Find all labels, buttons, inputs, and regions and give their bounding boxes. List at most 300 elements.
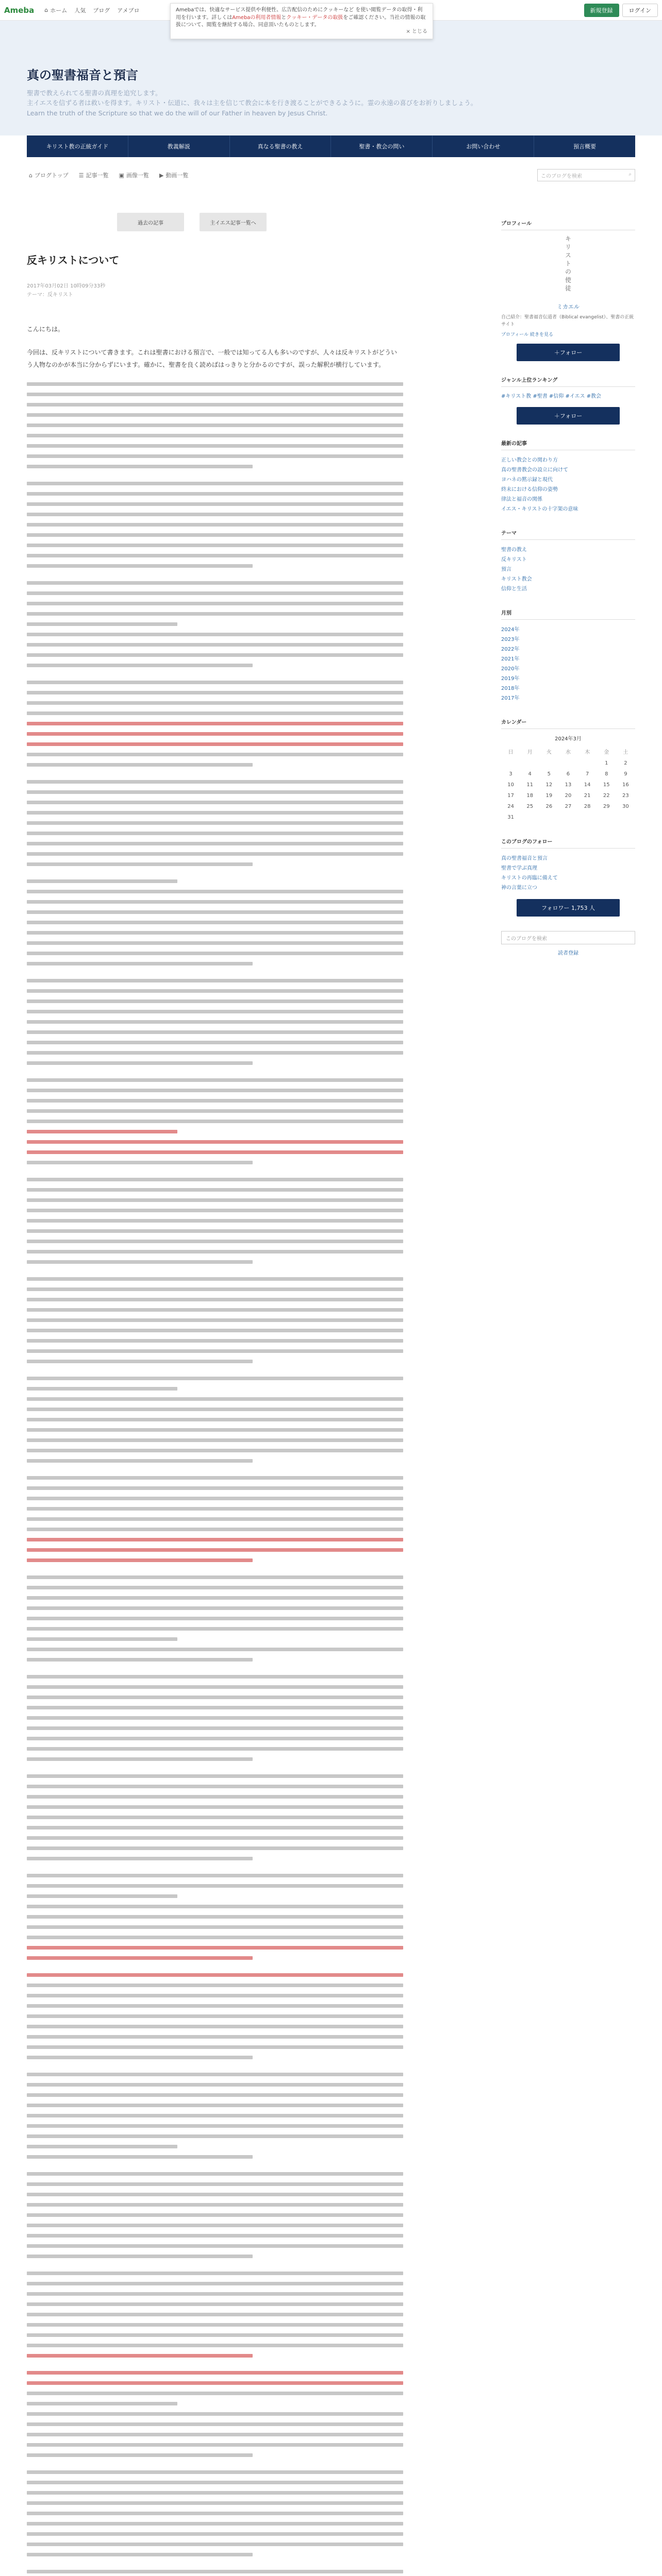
text-line bbox=[27, 1277, 403, 1281]
archive-list bbox=[501, 625, 635, 703]
calendar-day[interactable]: 2 bbox=[624, 760, 627, 766]
text-line bbox=[27, 2433, 403, 2436]
text-line bbox=[27, 1905, 403, 1908]
text-line bbox=[27, 602, 403, 605]
calendar-weekday: 火 bbox=[546, 749, 552, 755]
text-line bbox=[27, 2224, 403, 2227]
list-item[interactable]: 2020年 bbox=[501, 666, 520, 672]
text-line bbox=[27, 2354, 253, 2358]
text-line bbox=[27, 2272, 403, 2275]
text-line bbox=[27, 1575, 403, 1579]
text-line bbox=[27, 1606, 403, 1610]
prev-entry-button[interactable]: 過去の記事 bbox=[117, 213, 184, 231]
calendar-day bbox=[558, 758, 577, 769]
text-line bbox=[27, 1617, 403, 1620]
text-line bbox=[27, 2155, 253, 2159]
text-line bbox=[27, 1936, 403, 1939]
profile-more-link[interactable]: プロフィール 続きを見る bbox=[501, 332, 553, 337]
calendar-day[interactable]: 31 bbox=[507, 814, 514, 820]
gnav-item-contact[interactable]: お問い合わせ bbox=[433, 135, 534, 157]
text-line bbox=[27, 1130, 177, 1133]
text-line bbox=[27, 1150, 403, 1154]
list-item[interactable]: 反キリスト bbox=[501, 556, 527, 563]
list-item[interactable]: 2023年 bbox=[501, 636, 520, 642]
text-line bbox=[27, 2193, 403, 2196]
calendar-weekday: 月 bbox=[527, 749, 533, 755]
sidebar bbox=[501, 183, 635, 2576]
following-list bbox=[501, 854, 635, 893]
text-line bbox=[27, 1349, 403, 1353]
text-line bbox=[27, 1805, 403, 1809]
text-line bbox=[27, 1387, 177, 1391]
following-title: このブログのフォロー bbox=[501, 837, 635, 849]
text-line bbox=[27, 2443, 403, 2447]
list-item[interactable]: 2018年 bbox=[501, 685, 520, 691]
article-date: 2017年03月02日 10時09分33秒 bbox=[27, 283, 106, 289]
list-item[interactable]: キリスト教会 bbox=[501, 576, 532, 582]
text-line bbox=[27, 2501, 403, 2505]
list-item[interactable]: 信仰と生活 bbox=[501, 586, 527, 592]
list-item[interactable]: 2024年 bbox=[501, 626, 520, 633]
text-line bbox=[27, 701, 403, 705]
article-body bbox=[27, 324, 403, 2576]
calendar-day bbox=[578, 812, 597, 823]
calendar-day bbox=[616, 812, 635, 823]
blog-description: 聖書で教えられてる聖書の真理を追究します。 主イエスを信ずる者は救いを得ます。キリスト・伝道に、我々は主を信じて教会に本を行き渡ることができるように。霊の永遠の喜びをお祈りしましょう。 Learn the truth of the Scripture so that we do the will of our Father in heaven by Jesus Christ. bbox=[27, 89, 477, 117]
text-line bbox=[27, 2381, 403, 2385]
calendar-day[interactable]: 14 bbox=[584, 782, 591, 788]
text-line bbox=[27, 1726, 403, 1730]
latest-widget bbox=[501, 439, 635, 514]
list-item[interactable]: 預言 bbox=[501, 566, 511, 572]
calendar-title: カレンダー bbox=[501, 718, 635, 729]
text-line bbox=[27, 681, 403, 684]
text-line bbox=[27, 1030, 403, 1034]
text-line bbox=[27, 1287, 403, 1291]
text-line bbox=[27, 1558, 253, 1562]
follower-count-button[interactable]: フォロワー 1,753 人 bbox=[517, 899, 620, 917]
calendar-day[interactable]: 4 bbox=[528, 771, 532, 777]
text-line bbox=[27, 2014, 403, 2018]
calendar-day[interactable]: 27 bbox=[565, 803, 572, 809]
list-item[interactable]: 2019年 bbox=[501, 675, 520, 682]
text-line bbox=[27, 2392, 403, 2395]
subnav-video-list[interactable]: ▶ 動画一覧 bbox=[159, 172, 189, 179]
calendar-day[interactable]: 12 bbox=[545, 782, 553, 788]
text-line bbox=[27, 2234, 403, 2238]
text-line bbox=[27, 931, 403, 935]
text-line bbox=[27, 643, 403, 647]
text-line bbox=[27, 1826, 403, 1829]
text-line bbox=[27, 2402, 177, 2405]
text-line bbox=[27, 1051, 403, 1055]
calendar-day[interactable]: 3 bbox=[509, 771, 512, 777]
list-item[interactable]: 神の言葉に立つ bbox=[501, 885, 537, 891]
gnav-item-prophecy[interactable]: 預言概要 bbox=[573, 143, 597, 150]
ranking-title: ジャンル上位ランキング bbox=[501, 376, 635, 387]
text-line bbox=[27, 2323, 403, 2327]
blog-title[interactable]: 真の聖書福音と預言 bbox=[27, 67, 138, 82]
list-item[interactable]: キリストの再臨に備えて bbox=[501, 875, 558, 881]
archive-title: 月別 bbox=[501, 608, 635, 620]
home-icon: ⌂ bbox=[29, 172, 32, 179]
calendar-day[interactable]: 25 bbox=[526, 803, 534, 809]
profile-image[interactable]: キリストの使徒 bbox=[564, 235, 572, 293]
profile-text: 自己紹介：聖書福音伝道者（Biblical evangelist）、聖書の正統サイト bbox=[501, 315, 634, 328]
text-line bbox=[27, 1240, 403, 1243]
text-line bbox=[27, 1250, 403, 1253]
text-line bbox=[27, 862, 253, 866]
subnav-image-list[interactable]: ▣ 画像一覧 bbox=[119, 172, 149, 179]
text-line bbox=[27, 564, 253, 568]
top-nav-popular[interactable]: 人気 bbox=[74, 7, 86, 14]
follow-button[interactable]: ＋フォロー bbox=[517, 344, 620, 361]
list-item[interactable]: 聖書の教え bbox=[501, 547, 527, 553]
reader-register-link[interactable]: 読者登録 bbox=[558, 950, 578, 956]
text-line bbox=[27, 1178, 403, 1181]
calendar-day[interactable]: 20 bbox=[565, 792, 572, 799]
text-line bbox=[27, 1229, 403, 1233]
text-line bbox=[27, 1418, 403, 1421]
text-line bbox=[27, 1836, 403, 1840]
list-icon: ☰ bbox=[78, 172, 84, 179]
calendar-day[interactable]: 21 bbox=[584, 792, 591, 799]
list-item[interactable]: 2022年 bbox=[501, 646, 520, 652]
text-line bbox=[27, 1874, 403, 1877]
calendar-day[interactable]: 18 bbox=[526, 792, 534, 799]
calendar-day[interactable]: 6 bbox=[566, 771, 570, 777]
cookie-notice: Amebaでは、快適なサービス提供や利便性、広告配信のためにクッキーなど を使い閲覧データの取得・利用を行います。詳しくはAmebaの利用者情報とクッキー・データの取扱をご確認ください。当社の情報の取扱について、閲覧を継続する場合、同意頂いたものとします。 × とじる bbox=[170, 3, 433, 39]
text-line bbox=[27, 2244, 403, 2248]
text-line bbox=[27, 1846, 403, 1850]
text-line bbox=[27, 523, 403, 527]
latest-list bbox=[501, 455, 635, 514]
text-line bbox=[27, 1459, 253, 1463]
text-line bbox=[27, 413, 403, 417]
text-line bbox=[27, 1318, 403, 1322]
calendar-day[interactable]: 5 bbox=[547, 771, 551, 777]
text-line bbox=[27, 403, 403, 406]
gnav-item-teaching[interactable]: 真なる聖書の教え bbox=[230, 135, 332, 157]
text-line bbox=[27, 1816, 403, 1819]
list-item[interactable]: 正しい教会との関わり方 bbox=[501, 457, 558, 463]
calendar-weekday: 土 bbox=[623, 749, 628, 755]
list-item[interactable]: 2017年 bbox=[501, 695, 520, 701]
list-item[interactable]: 真の聖書福音と預言 bbox=[501, 855, 548, 861]
text-line bbox=[27, 821, 403, 825]
list-item[interactable]: 2021年 bbox=[501, 656, 520, 662]
text-line bbox=[27, 2422, 403, 2426]
text-line bbox=[27, 2313, 403, 2316]
blog-subnav bbox=[27, 167, 635, 183]
text-line bbox=[27, 1339, 403, 1343]
theme-list bbox=[501, 545, 635, 594]
ranking-widget bbox=[501, 376, 635, 425]
calendar-day[interactable]: 15 bbox=[603, 782, 610, 788]
content-wrap bbox=[27, 183, 635, 2576]
calendar-day[interactable]: 30 bbox=[622, 803, 629, 809]
text-line bbox=[27, 1161, 253, 1164]
notice-close-button[interactable]: × とじる bbox=[406, 28, 427, 35]
text-line bbox=[27, 832, 403, 835]
subnav-blog-top[interactable]: ⌂ ブログトップ bbox=[29, 172, 69, 179]
text-line bbox=[27, 1010, 403, 1013]
text-line bbox=[27, 533, 403, 537]
text-line bbox=[27, 780, 403, 784]
calendar-day[interactable]: 1 bbox=[605, 760, 608, 766]
text-line bbox=[27, 2470, 403, 2474]
register-button[interactable]: 新規登録 bbox=[584, 4, 619, 17]
text-line bbox=[27, 2255, 253, 2258]
list-item[interactable]: 真の聖書教会の設立に向けて bbox=[501, 467, 568, 473]
text-line bbox=[27, 1198, 403, 1202]
text-line bbox=[27, 1209, 403, 1212]
text-line bbox=[27, 1099, 403, 1103]
text-line bbox=[27, 753, 403, 756]
text-line bbox=[27, 454, 403, 458]
text-line bbox=[27, 1685, 403, 1689]
calendar-day[interactable]: 11 bbox=[526, 782, 534, 788]
calendar-day[interactable]: 28 bbox=[584, 803, 591, 809]
text-line bbox=[27, 2532, 403, 2536]
text-line bbox=[27, 941, 403, 945]
text-line bbox=[27, 1476, 403, 1480]
text-line bbox=[27, 2453, 253, 2457]
article-text-lines bbox=[27, 382, 403, 2576]
calendar-day[interactable]: 13 bbox=[565, 782, 572, 788]
top-nav-blog[interactable]: ブログ bbox=[93, 7, 110, 14]
following-widget bbox=[501, 837, 635, 917]
text-line bbox=[27, 2203, 403, 2207]
text-line bbox=[27, 612, 403, 616]
text-line bbox=[27, 1994, 403, 1997]
latest-title: 最新の記事 bbox=[501, 439, 635, 450]
text-line bbox=[27, 2491, 403, 2495]
gnav-item-doctrine[interactable]: 教義解説 bbox=[128, 135, 230, 157]
text-line bbox=[27, 1946, 403, 1950]
calendar-day[interactable]: 9 bbox=[624, 771, 627, 777]
calendar-day[interactable]: 7 bbox=[585, 771, 589, 777]
text-line bbox=[27, 1377, 403, 1380]
text-line bbox=[27, 900, 403, 904]
text-line bbox=[27, 423, 403, 427]
text-line bbox=[27, 1061, 253, 1065]
text-line bbox=[27, 2172, 403, 2176]
list-item[interactable]: 聖書で学ぶ真理 bbox=[501, 865, 537, 871]
text-line bbox=[27, 1973, 403, 1977]
text-line bbox=[27, 2145, 177, 2148]
text-line bbox=[27, 1716, 403, 1720]
article-nav-buttons bbox=[68, 213, 316, 231]
text-line bbox=[27, 2124, 403, 2128]
list-item[interactable]: イエス・キリストの十字架の意味 bbox=[501, 506, 578, 512]
text-line bbox=[27, 1219, 403, 1223]
text-line bbox=[27, 1747, 403, 1751]
text-line bbox=[27, 502, 403, 506]
text-line bbox=[27, 1925, 403, 1929]
list-item[interactable]: 終末における信仰の姿勢 bbox=[501, 486, 558, 493]
text-line bbox=[27, 492, 403, 496]
text-line bbox=[27, 2182, 403, 2186]
text-line bbox=[27, 2083, 403, 2087]
text-line bbox=[27, 2512, 403, 2515]
text-line bbox=[27, 1329, 403, 1332]
gnav-item-questions[interactable]: 聖書・教会の問い bbox=[331, 135, 433, 157]
text-line bbox=[27, 1120, 403, 1123]
calendar-day[interactable]: 26 bbox=[545, 803, 553, 809]
follow-button-2[interactable]: ＋フォロー bbox=[517, 407, 620, 425]
text-line bbox=[27, 921, 403, 924]
video-icon: ▶ bbox=[159, 172, 164, 179]
text-line bbox=[27, 1078, 403, 1082]
home-icon: ⌂ bbox=[44, 7, 48, 13]
calendar-day[interactable]: 23 bbox=[622, 792, 629, 799]
text-line bbox=[27, 1260, 253, 1264]
text-line bbox=[27, 1428, 403, 1432]
text-line bbox=[27, 444, 403, 448]
text-line bbox=[27, 2213, 403, 2217]
text-line bbox=[27, 1757, 253, 1761]
text-line bbox=[27, 1548, 403, 1552]
subnav-entry-list[interactable]: ☰ 記事一覧 bbox=[78, 172, 109, 179]
text-line bbox=[27, 513, 403, 516]
entry-list-button[interactable]: 主イエス記事一覧へ bbox=[200, 213, 267, 231]
text-line bbox=[27, 711, 403, 715]
text-line bbox=[27, 2333, 403, 2337]
login-button[interactable]: ログイン bbox=[622, 4, 658, 17]
text-line bbox=[27, 2056, 253, 2059]
text-line bbox=[27, 2282, 403, 2285]
text-line bbox=[27, 2093, 403, 2097]
text-line bbox=[27, 952, 403, 955]
ameba-logo[interactable]: Ameba bbox=[4, 5, 35, 15]
text-line bbox=[27, 1089, 403, 1092]
theme-title: テーマ bbox=[501, 529, 635, 540]
gnav-item-guide[interactable]: キリスト教の正統ガイド bbox=[27, 135, 128, 157]
text-line bbox=[27, 1675, 403, 1679]
text-line bbox=[27, 1737, 403, 1740]
text-line bbox=[27, 691, 403, 694]
article-title: 反キリストについて bbox=[27, 254, 120, 266]
text-line bbox=[27, 1884, 403, 1888]
top-bar bbox=[0, 0, 662, 35]
top-right-actions bbox=[584, 4, 658, 17]
global-nav bbox=[27, 135, 635, 157]
text-line bbox=[27, 890, 403, 893]
text-line bbox=[27, 1915, 403, 1919]
intro-paragraph: 今回は、反キリストについて書きます。これは聖書における預言で、一般では知ってる人も多いのですが、人々は反キリストがどういう人物なのかが本当に分からずにいます。確かに、聖書を良く読めばはっきりと分かるのですが、誤った解釈が横行しています。 bbox=[27, 349, 398, 368]
text-line bbox=[27, 1020, 403, 1024]
text-line bbox=[27, 722, 403, 725]
ranking-tags[interactable]: #キリスト教 #聖書 #信仰 #イエス #教会 bbox=[501, 393, 602, 399]
calendar-weekday: 金 bbox=[604, 749, 609, 755]
text-line bbox=[27, 1596, 403, 1600]
text-line bbox=[27, 801, 403, 804]
text-line bbox=[27, 653, 403, 657]
calendar-day[interactable]: 22 bbox=[603, 792, 610, 799]
calendar-day bbox=[597, 812, 616, 823]
calendar-day bbox=[520, 758, 539, 769]
text-line bbox=[27, 2114, 403, 2117]
sidebar-search-input[interactable]: このブログを検索 bbox=[501, 931, 635, 944]
calendar-day[interactable]: 8 bbox=[605, 771, 608, 777]
text-line bbox=[27, 2412, 403, 2416]
calendar-weekday: 木 bbox=[585, 749, 590, 755]
text-line bbox=[27, 2543, 403, 2546]
text-line bbox=[27, 1517, 403, 1521]
greeting: こんにちは。 bbox=[27, 326, 64, 333]
text-line bbox=[27, 732, 403, 736]
text-line bbox=[27, 2344, 403, 2347]
text-line bbox=[27, 465, 253, 468]
notice-link-userinfo[interactable]: Amebaの利用者情報 bbox=[232, 14, 282, 21]
calendar-day[interactable]: 29 bbox=[603, 803, 610, 809]
profile-name[interactable]: ミカエル bbox=[557, 303, 580, 310]
text-line bbox=[27, 2292, 403, 2296]
text-line bbox=[27, 1449, 403, 1452]
text-line bbox=[27, 1486, 403, 1490]
article-theme[interactable]: テーマ：反キリスト bbox=[27, 292, 73, 298]
text-line bbox=[27, 1627, 403, 1631]
text-line bbox=[27, 1785, 403, 1788]
text-line bbox=[27, 2073, 403, 2076]
calendar-day[interactable]: 16 bbox=[622, 782, 629, 788]
calendar-weekday: 水 bbox=[565, 749, 571, 755]
text-line bbox=[27, 581, 403, 585]
text-line bbox=[27, 842, 403, 845]
image-icon: ▣ bbox=[119, 172, 124, 179]
text-line bbox=[27, 633, 403, 636]
calendar-day[interactable]: 10 bbox=[507, 782, 514, 788]
text-line bbox=[27, 2302, 403, 2306]
list-item[interactable]: ヨハネの黙示録と現代 bbox=[501, 477, 553, 483]
list-item[interactable]: 律法と福音の関係 bbox=[501, 496, 542, 502]
calendar-day[interactable]: 19 bbox=[545, 792, 553, 799]
archive-widget bbox=[501, 608, 635, 703]
notice-link-cookie[interactable]: クッキー・データの取扱 bbox=[286, 14, 343, 21]
top-nav-ameblo[interactable]: アメブロ bbox=[117, 7, 140, 14]
text-line bbox=[27, 2045, 403, 2049]
text-line bbox=[27, 1538, 403, 1541]
text-line bbox=[27, 1528, 403, 1531]
calendar-widget bbox=[501, 718, 635, 823]
text-line bbox=[27, 1360, 253, 1363]
calendar-day[interactable]: 24 bbox=[507, 803, 514, 809]
text-line bbox=[27, 382, 403, 386]
calendar-day[interactable]: 17 bbox=[507, 792, 514, 799]
text-line bbox=[27, 2522, 403, 2526]
profile-widget bbox=[501, 219, 635, 361]
text-line bbox=[27, 1795, 403, 1799]
text-line bbox=[27, 591, 403, 595]
calendar-day bbox=[578, 758, 597, 769]
text-line bbox=[27, 989, 403, 993]
text-line bbox=[27, 1298, 403, 1301]
top-nav-home[interactable]: ⌂ ホーム bbox=[44, 7, 68, 14]
text-line bbox=[27, 1706, 403, 1709]
text-line bbox=[27, 664, 253, 667]
text-line bbox=[27, 1408, 403, 1411]
text-line bbox=[27, 393, 403, 396]
text-line bbox=[27, 2570, 403, 2573]
calendar-table bbox=[501, 745, 635, 823]
text-line bbox=[27, 1774, 403, 1778]
text-line bbox=[27, 852, 403, 856]
text-line bbox=[27, 2481, 403, 2484]
text-line bbox=[27, 1188, 403, 1192]
top-nav bbox=[44, 6, 139, 14]
search-input[interactable]: このブログを検索 ⌕ bbox=[537, 169, 635, 181]
